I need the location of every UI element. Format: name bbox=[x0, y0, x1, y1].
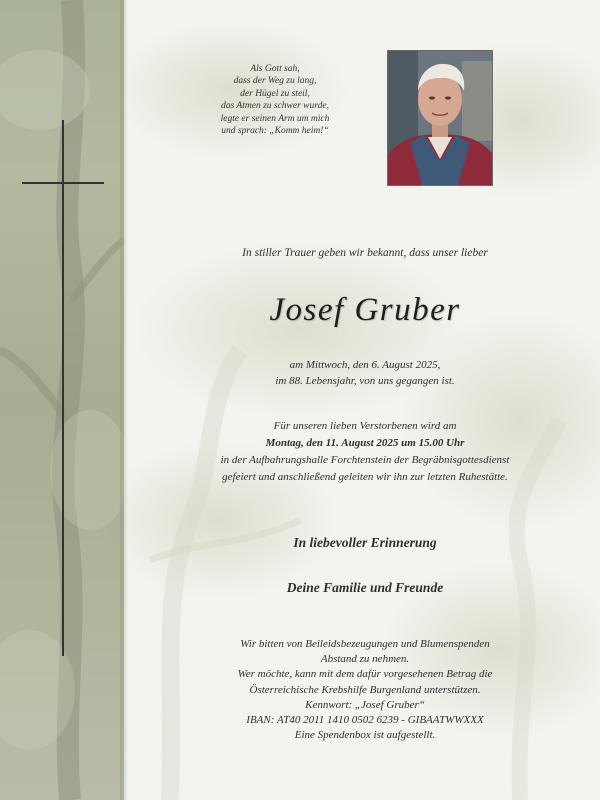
death-date-line: am Mittwoch, den 6. August 2025, bbox=[289, 359, 441, 371]
portrait-illustration bbox=[388, 51, 492, 185]
death-age-line: im 88. Lebensjahr, von uns gegangen ist. bbox=[275, 375, 455, 387]
poem-line: Als Gott sah, bbox=[250, 64, 300, 74]
request-iban: IBAN: AT40 2011 1410 0502 6239 - GIBAATWWXXX bbox=[246, 714, 484, 727]
side-band-edge bbox=[120, 0, 128, 800]
poem-line: und sprach: „Komm heim!“ bbox=[221, 126, 329, 137]
memory-heading: In liebevoller Erinnerung bbox=[293, 535, 437, 550]
request-keyword: Kennwort: „Josef Gruber“ bbox=[305, 698, 425, 711]
poem-line: der Hügel zu steil, bbox=[240, 88, 310, 99]
cross-vertical-bar bbox=[62, 120, 64, 656]
funeral-notice bbox=[130, 418, 600, 486]
funeral-date-time: Montag, den 11. August 2025 um 15.00 Uhr bbox=[265, 437, 465, 449]
request-line: Abstand zu nehmen. bbox=[320, 653, 410, 666]
poem bbox=[190, 63, 360, 137]
poem-line: legte er seinen Arm um mich bbox=[220, 113, 330, 124]
funeral-intro-line: Für unseren lieben Verstorbenen wird am bbox=[273, 420, 457, 432]
request-line: Wir bitten von Beileidsbezeugungen und Blumenspenden bbox=[240, 638, 490, 650]
portrait-photo bbox=[387, 50, 493, 186]
death-notice bbox=[130, 357, 600, 389]
request-line: Wer möchte, kann mit dem dafür vorgesehenen Betrag die bbox=[237, 668, 493, 681]
poem-line: dass der Weg zu lang, bbox=[233, 76, 317, 87]
cross-horizontal-bar bbox=[22, 182, 104, 184]
funeral-location-line: in der Aufbahrungshalle Forchtenstein der Begräbnisgottesdienst bbox=[220, 454, 510, 466]
request-line: Österreichische Krebshilfe Burgenland unterstützen. bbox=[249, 683, 481, 696]
request-line: Eine Spendenbox ist aufgestellt. bbox=[294, 729, 436, 742]
announcement-intro: In stiller Trauer geben wir bekannt, dass unser lieber bbox=[242, 247, 488, 259]
family-signature: Deine Familie und Freunde bbox=[286, 580, 444, 595]
donation-request bbox=[130, 637, 600, 743]
deceased-name: Josef Gruber bbox=[269, 292, 461, 328]
funeral-closing-line: gefeiert und anschließend geleiten wir ihn zur letzten Ruhestätte. bbox=[222, 471, 508, 483]
poem-line: das Atmen zu schwer wurde, bbox=[221, 101, 329, 112]
